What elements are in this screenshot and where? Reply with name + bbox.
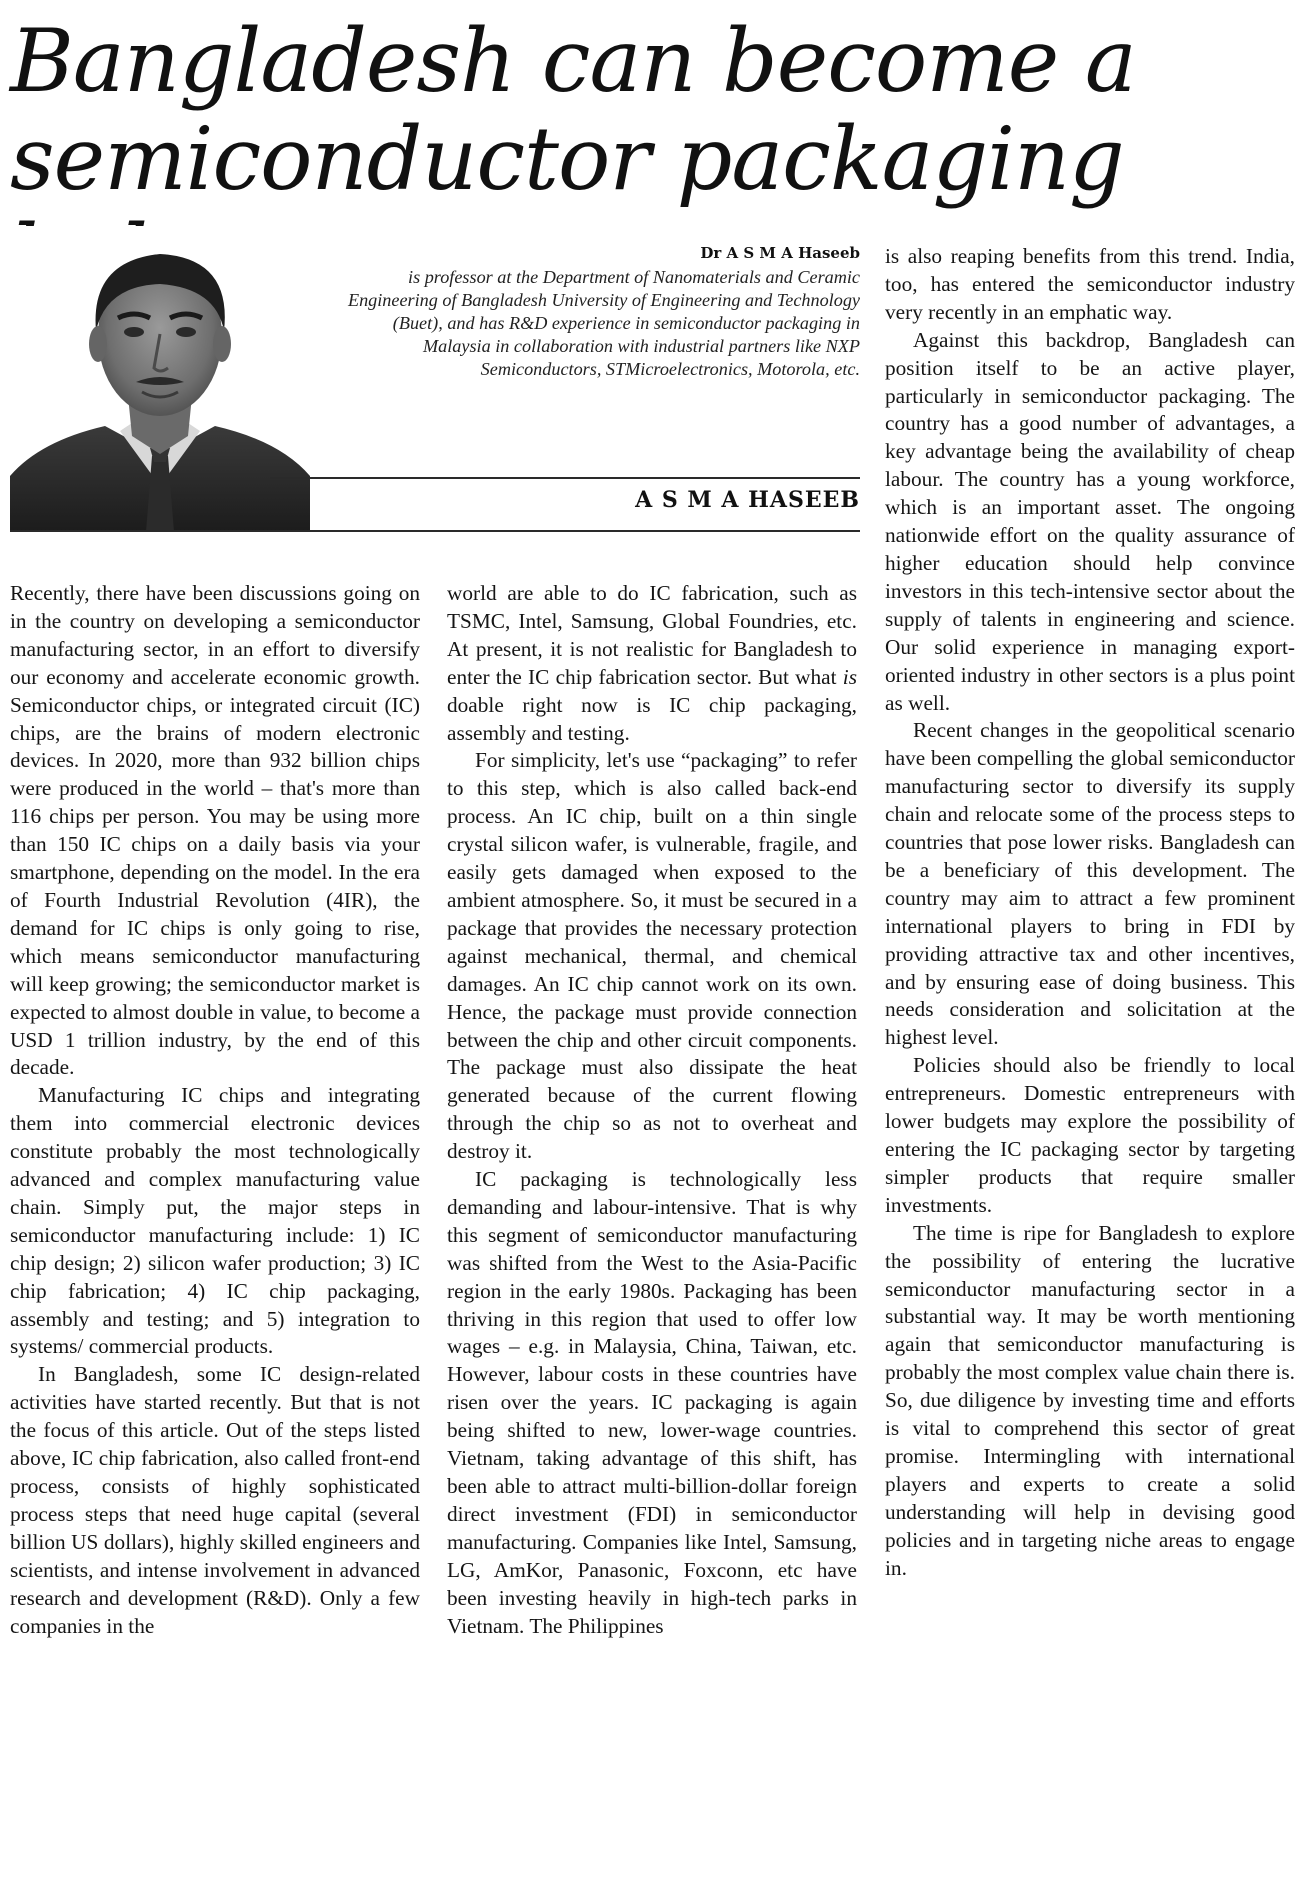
headline-line-2: semiconductor packaging [10, 108, 1124, 210]
byline: A S M A HASEEB [635, 487, 860, 513]
author-bio: is professor at the Department of Nanomaterials and Ceramic Engineering of Bangladesh University of Engineering and Technology (Buet), and has R&D experience in semiconductor packaging in Malaysia in collaboration with industrial partners like NXP Semiconductors, STMicroelectronics, Motorola, etc. [347, 267, 860, 379]
paragraph: Against this backdrop, Bangladesh can position itself to be an active player, particularly in semiconductor packaging. The country has a good number of advantages, a key advantage being the availability of cheap labour. The country has a young workforce, which is an important asset. The ongoing nationwide effort on the quality assurance of higher education should help convince investors in this tech-intensive sector about the supply of talents in engineering and science. Our solid experience in managing export-oriented industry in other sectors is a plus point as well. [885, 327, 1295, 715]
paragraph: Recent changes in the geopolitical scenario have been compelling the global semiconductor manufacturing sector to diversify its supply chain and relocate some of the process steps to countries that pose lower risks. Bangladesh can be a beneficiary of this development. The country may aim to attract a few prominent international players to bring in FDI by providing attractive tax and other incentives, and by ensuring ease of doing business. This needs consideration and solicitation at the highest level. [885, 718, 1295, 1050]
paragraph: Policies should also be friendly to local entrepreneurs. Domestic entrepreneurs with lower budgets may explore the possibility of entering the IC packaging sector by targeting simpler products that require smaller investments. [885, 1053, 1295, 1217]
emphasis-text: is [842, 664, 857, 689]
paragraph: For simplicity, let's use “packaging” to refer to this step, which is also called back-end process. An IC chip, built on a thin single crystal silicon wafer, is vulnerable, fragile, and easily gets damaged when exposed to the ambient atmosphere. So, it must be secured in a package that provides the necessary protection against mechanical, thermal, and chemical damages. An IC chip cannot work on its own. Hence, the package must provide connection between the chip and other circuit components. The package must also dissipate the heat generated because of the current flowing through the chip so as not to overheat and destroy it. [447, 748, 857, 1164]
paragraph: Manufacturing IC chips and integrating them into commercial electronic devices constitute probably the most technologically advanced and complex manufacturing value chain. Simply put, the major steps in semiconductor manufacturing include: 1) IC chip design; 2) silicon wafer production; 3) IC chip fabrication; 4) IC chip packaging, assembly and testing; and 5) integration to systems/ commercial products. [10, 1083, 420, 1359]
paragraph: IC packaging is technologically less demanding and labour-intensive. That is why this segment of semiconductor manufacturing was shifted from the West to the Asia-Pacific region in the early 1980s. Packaging has been thriving in this region that used to offer low wages – e.g. in Malaysia, China, Taiwan, etc. However, labour costs in these countries have risen over the years. IC packaging is again being shifted to new, lower-wage countries. Vietnam, taking advantage of this shift, has been able to attract multi-billion-dollar foreign direct investment (FDI) in semiconductor manufacturing. Companies like Intel, Samsung, LG, AmKor, Panasonic, Foxconn, etc have been investing heavily in high-tech parks in Vietnam. The Philippines [447, 1167, 857, 1638]
header-divider [10, 530, 860, 532]
article-column-3 [885, 243, 1295, 1583]
byline-divider [270, 477, 860, 479]
paragraph: is also reaping benefits from this trend. India, too, has entered the semiconductor industry very recently in an emphatic way. [885, 244, 1295, 324]
author-box [10, 244, 860, 522]
author-name: Dr A S M A Haseeb [700, 244, 860, 262]
paragraph-text: doable right now is IC chip packaging, assembly and testing. [447, 692, 857, 745]
paragraph: In Bangladesh, some IC design-related activities have started recently. But that is not the focus of this article. Out of the steps listed above, IC chip fabrication, also called front-end process, consists of highly sophisticated process steps that need huge capital (several billion US dollars), highly skilled engineers and scientists, and intense involvement in advanced research and development (R&D). Only a few companies in the [10, 1362, 420, 1638]
headline-line-1: Bangladesh can become a [10, 10, 1136, 112]
paragraph [447, 580, 857, 747]
paragraph: Recently, there have been discussions going on in the country on developing a semiconductor manufacturing sector, in an effort to diversify our economy and accelerate economic growth. Semiconductor chips, or integrated circuit (IC) chips, are the brains of modern electronic devices. In 2020, more than 932 billion chips were produced in the world – that's more than 116 chips per person. You may be using more than 150 IC chips on a daily basis via your smartphone, depending on the model. In the era of Fourth Industrial Revolution (4IR), the demand for IC chips is only going to rise, which means semiconductor manufacturing will keep growing; the semiconductor market is expected to almost double in value, to become a USD 1 trillion industry, by the end of this decade. [10, 581, 420, 1080]
article-column-1 [10, 580, 420, 1640]
paragraph: The time is ripe for Bangladesh to explore the possibility of entering the lucrative semiconductor manufacturing sector in a substantial way. It may be worth mentioning again that semiconductor manufacturing is probably the most complex value chain there is. So, due diligence by investing time and efforts is vital to comprehend this sector of great promise. Intermingling with international players and experts to create a solid understanding will help in devising good policies and in targeting niche areas to engage in. [885, 1220, 1295, 1580]
paragraph-text: world are able to do IC fabrication, such as TSMC, Intel, Samsung, Global Foundries, etc. At present, it is not realistic for Bangladesh to enter the IC chip fabrication sector. But what [447, 581, 857, 689]
article-column-2 [447, 580, 857, 1640]
